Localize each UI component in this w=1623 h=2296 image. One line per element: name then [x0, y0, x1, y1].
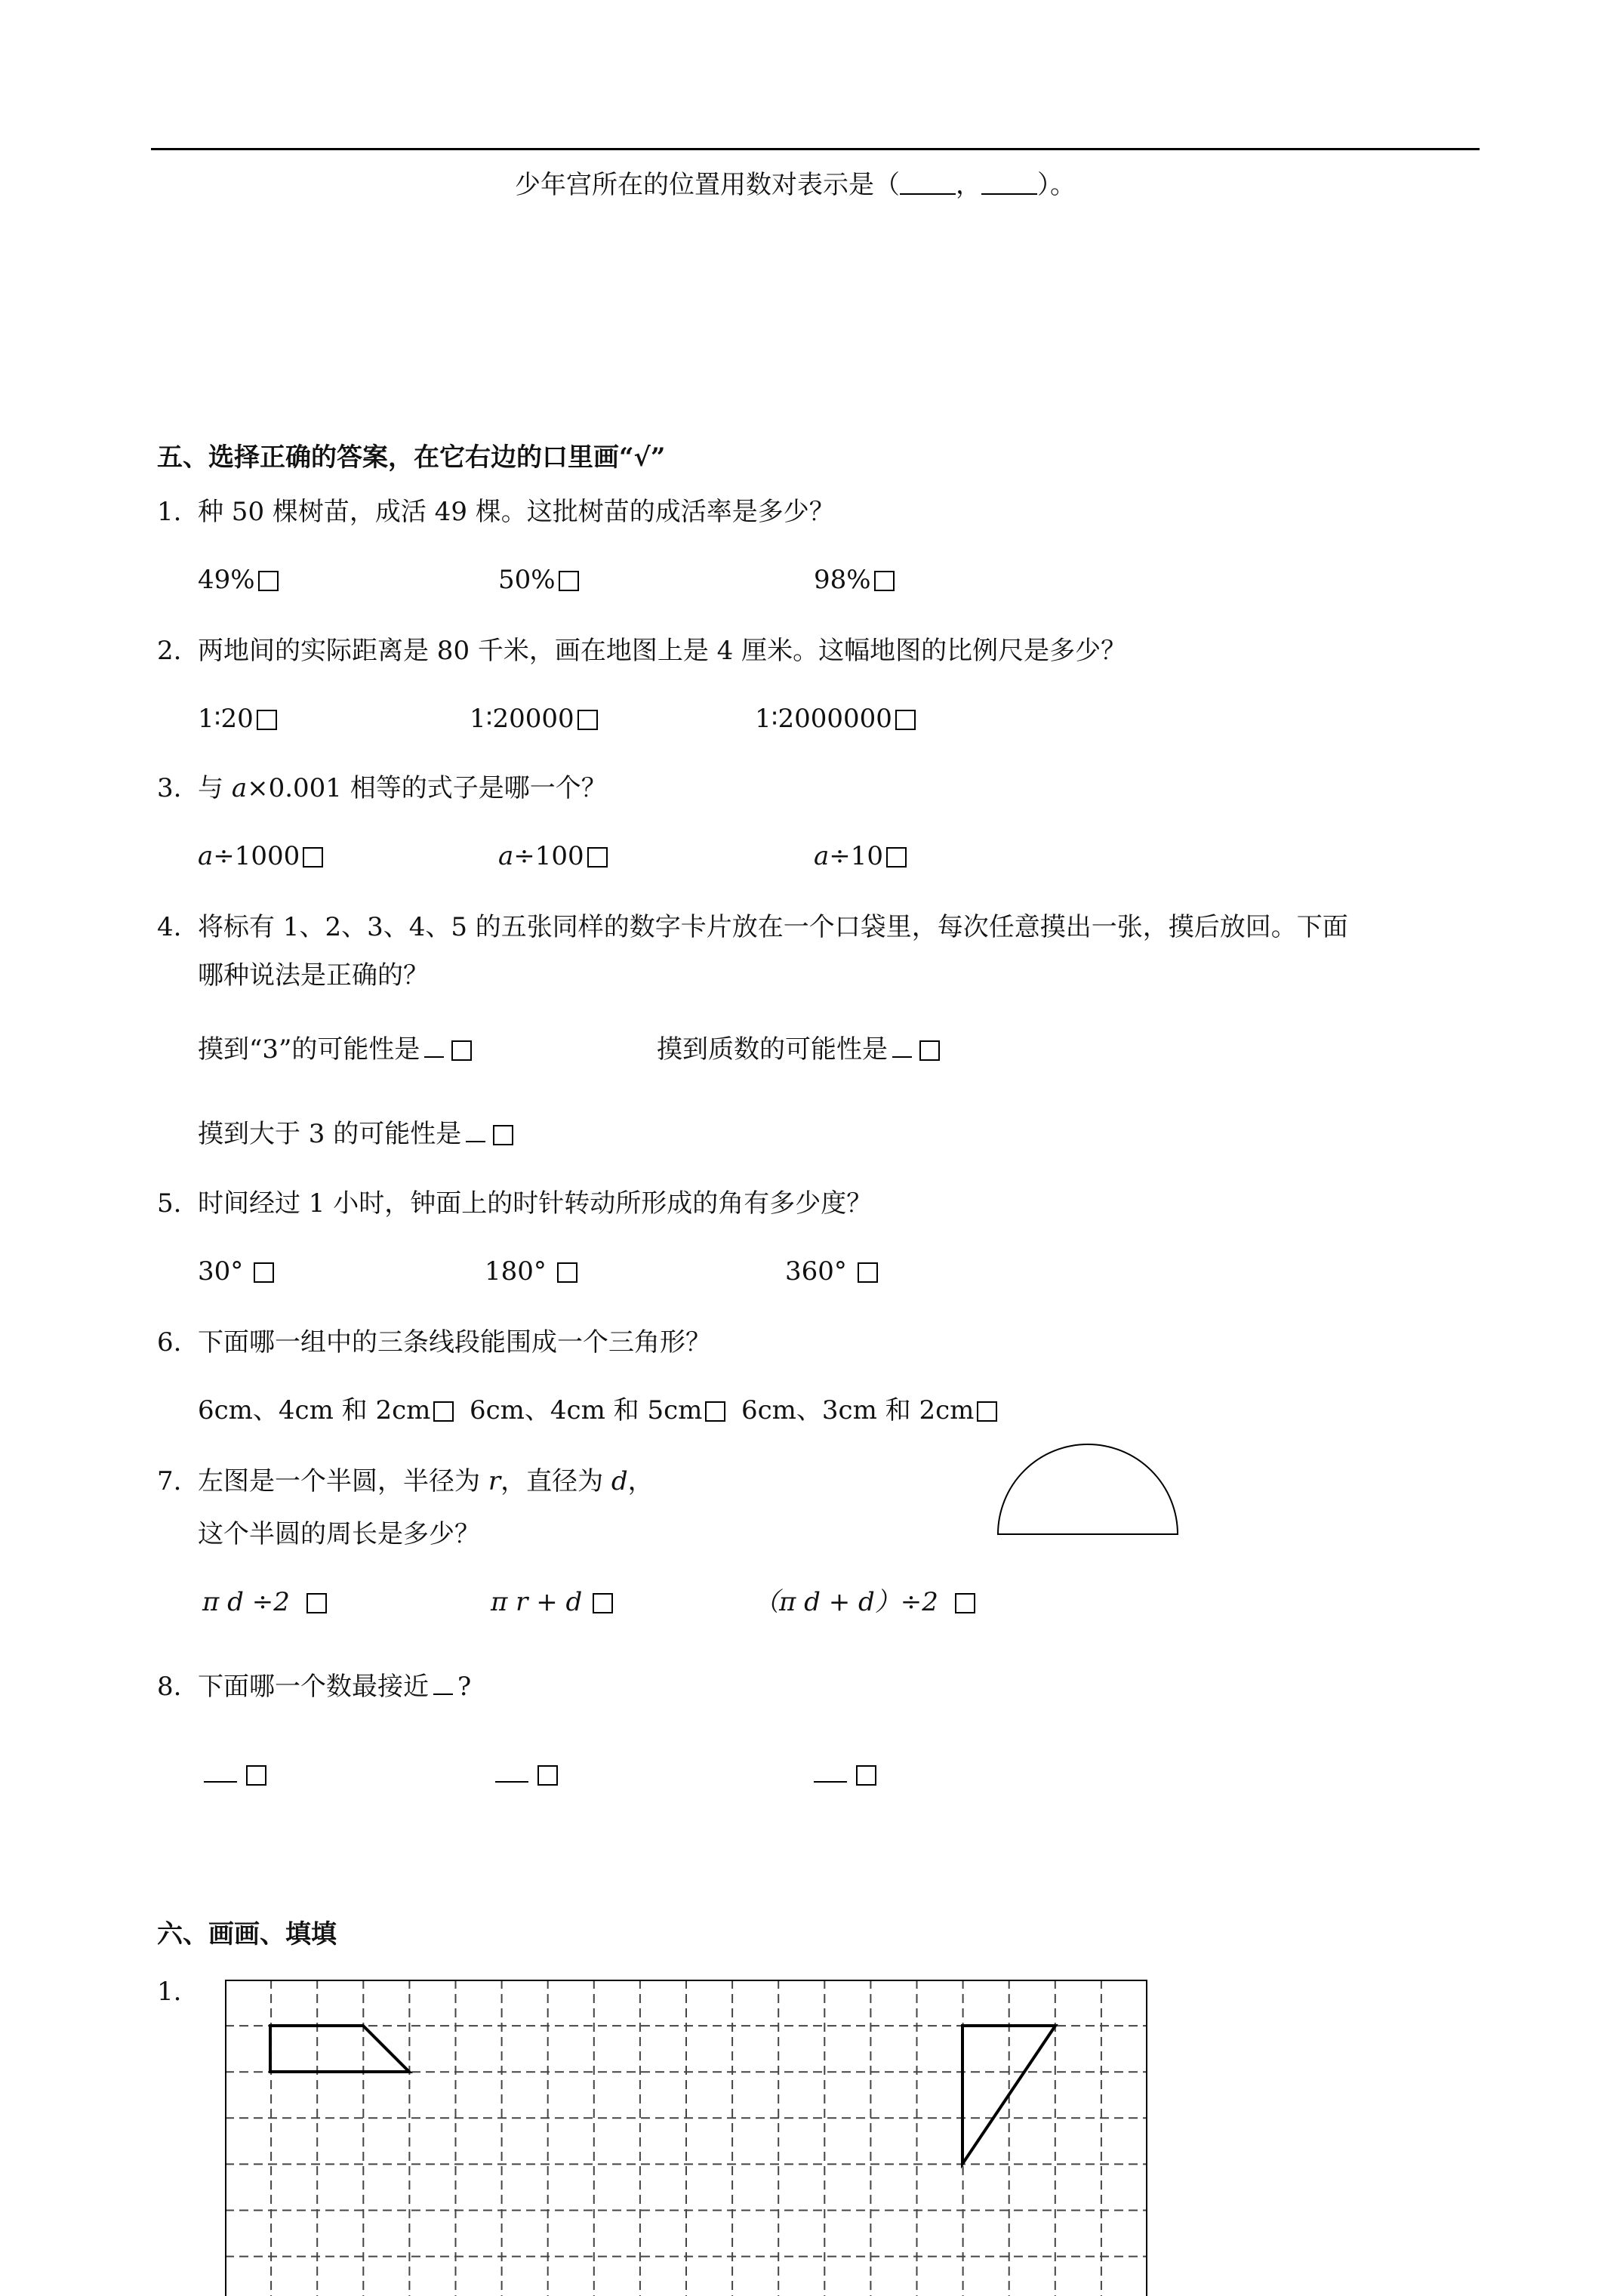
checkbox[interactable] [895, 710, 916, 730]
fraction-bar [814, 1764, 847, 1783]
s6-q1-number: 1. [157, 1977, 182, 2007]
fraction-bar [433, 1677, 453, 1695]
checkbox[interactable] [258, 571, 279, 591]
q3-text: 与 a×0.001 相等的式子是哪一个？ [198, 773, 607, 803]
checkbox[interactable] [303, 847, 323, 868]
checkbox[interactable] [886, 847, 907, 868]
fraction-bar [204, 1764, 237, 1783]
checkbox[interactable] [254, 1262, 274, 1283]
q1-option-b: 50% [498, 565, 579, 595]
q1-text: 种 50 棵树苗，成活 49 棵。这批树苗的成活率是多少？ [198, 497, 835, 527]
checkbox[interactable] [856, 1765, 876, 1786]
q3-option-a: a÷1000 [198, 841, 323, 871]
fraction-bar [892, 1040, 912, 1058]
fraction-bar [466, 1124, 485, 1142]
q7-text-line1: 左图是一个半圆，半径为 r，直径为 d， [198, 1466, 654, 1496]
q2-number: 2. [157, 636, 182, 666]
drawing-grid [225, 1980, 1150, 2296]
section6-title: 六、画画、填填 [157, 1919, 337, 1949]
answer-blank-1[interactable] [900, 168, 956, 195]
checkbox[interactable] [306, 1593, 327, 1613]
section5-title: 五、选择正确的答案，在它右边的口里画“√” [157, 442, 666, 473]
checkbox[interactable] [858, 1262, 878, 1283]
q6-text: 下面哪一组中的三条线段能围成一个三角形？ [198, 1327, 711, 1358]
header-rule [151, 148, 1480, 150]
q5-option-c: 360° [785, 1256, 878, 1287]
fraction-bar [495, 1764, 528, 1783]
checkbox[interactable] [559, 571, 579, 591]
q5-option-a: 30° [198, 1256, 274, 1287]
checkbox[interactable] [246, 1765, 266, 1786]
q1-number: 1. [157, 497, 182, 527]
q7-option-c: （π d + d）÷2 [753, 1587, 975, 1617]
checkbox[interactable] [433, 1401, 454, 1422]
q1-option-a: 49% [198, 565, 279, 595]
q8-text: 下面哪一个数最接近 ? [198, 1672, 472, 1702]
q5-number: 5. [157, 1188, 182, 1219]
q3-option-b: a÷100 [498, 841, 608, 871]
q5-text: 时间经过 1 小时，钟面上的时针转动所形成的角有多少度？ [198, 1188, 873, 1219]
q4-text-line2: 哪种说法是正确的？ [198, 960, 429, 991]
q6-number: 6. [157, 1327, 182, 1358]
q7-option-a: π d ÷2 [202, 1587, 327, 1617]
q1-option-c: 98% [814, 565, 895, 595]
q4-text-line1: 将标有 1、2、3、4、5 的五张同样的数字卡片放在一个口袋里，每次任意摸出一张，摸后放回。下面 [198, 912, 1348, 942]
q2-option-a: 1∶20 [198, 704, 277, 734]
q8-option-b [495, 1759, 558, 1789]
q6-option-b: 6cm、4cm 和 5cm [470, 1395, 725, 1425]
checkbox[interactable] [577, 710, 598, 730]
q6-option-c: 6cm、3cm 和 2cm [741, 1395, 997, 1425]
checkbox[interactable] [977, 1401, 997, 1422]
q4-option-c: 摸到大于 3 的可能性是 [198, 1119, 513, 1149]
checkbox[interactable] [493, 1125, 513, 1145]
q2-option-b: 1∶20000 [470, 704, 598, 734]
checkbox[interactable] [451, 1040, 472, 1061]
q8-option-a [204, 1759, 266, 1789]
semicircle-figure [996, 1441, 1185, 1539]
q4-number: 4. [157, 912, 182, 942]
q5-option-b: 180° [485, 1256, 577, 1287]
checkbox[interactable] [593, 1593, 613, 1613]
fraction-bar [424, 1040, 444, 1058]
q6-option-a: 6cm、4cm 和 2cm [198, 1395, 454, 1425]
q7-option-b: π r + d [491, 1587, 613, 1617]
checkbox[interactable] [874, 571, 895, 591]
checkbox[interactable] [257, 710, 277, 730]
checkbox[interactable] [587, 847, 608, 868]
q3-number: 3. [157, 773, 182, 803]
checkbox[interactable] [955, 1593, 975, 1613]
checkbox[interactable] [557, 1262, 577, 1283]
q8-number: 8. [157, 1672, 182, 1702]
trapezoid-shape [270, 2026, 409, 2072]
checkbox[interactable] [919, 1040, 940, 1061]
checkbox[interactable] [705, 1401, 725, 1422]
q7-text-line2: 这个半圆的周长是多少？ [198, 1519, 480, 1549]
q4-option-a: 摸到“3”的可能性是 [198, 1034, 472, 1065]
q8-option-c [814, 1759, 876, 1789]
checkbox[interactable] [537, 1765, 558, 1786]
position-question: 少年宫所在的位置用数对表示是（ ， ）。 [515, 168, 1076, 200]
answer-blank-2[interactable] [981, 168, 1037, 195]
q3-option-c: a÷10 [814, 841, 907, 871]
q7-number: 7. [157, 1466, 182, 1496]
q2-option-c: 1∶2000000 [755, 704, 916, 734]
q2-text: 两地间的实际距离是 80 千米，画在地图上是 4 厘米。这幅地图的比例尺是多少？ [198, 636, 1127, 666]
q4-option-b: 摸到质数的可能性是 [657, 1034, 940, 1065]
